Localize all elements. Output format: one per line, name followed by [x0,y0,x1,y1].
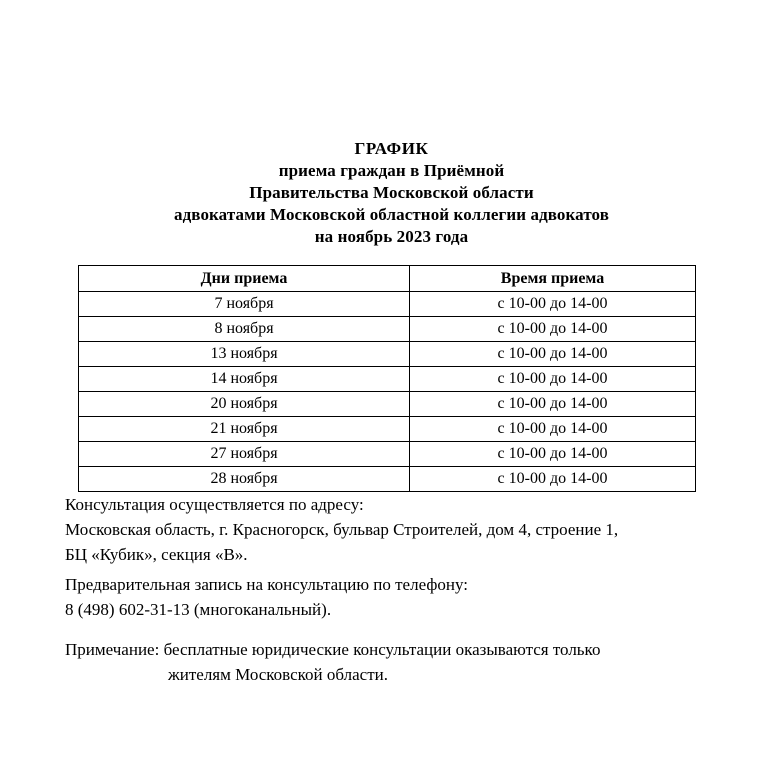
schedule-table [78,265,696,492]
document-subtitle-line-3: адвокатами Московской областной коллегии адвокатов [173,205,610,224]
cell-day: 8 ноября [79,317,410,342]
note-line-1: Примечание: бесплатные юридические консультации оказываются только [65,640,601,659]
document-subtitle-line-4: на ноябрь 2023 года [314,227,469,246]
cell-hours: с 10-00 до 14-00 [410,392,696,417]
cell-day: 21 ноября [79,417,410,442]
document-heading: ГРАФИК [354,139,429,158]
phone-number: 8 (498) 602-31-13 (многоканальный). [65,600,332,619]
cell-day: 7 ноября [79,292,410,317]
document-subtitle-line-1: приема граждан в Приёмной [278,161,505,180]
table-row [79,367,696,392]
cell-day: 14 ноября [79,367,410,392]
table-row [79,417,696,442]
note-block [65,637,745,687]
cell-hours: с 10-00 до 14-00 [410,342,696,367]
table-header-row [79,266,696,292]
cell-hours: с 10-00 до 14-00 [410,442,696,467]
document-subtitle-line-2: Правительства Московской области [249,183,534,202]
cell-hours: с 10-00 до 14-00 [410,317,696,342]
column-header-hours: Время приема [410,266,696,292]
phone-block [65,572,745,622]
address-intro: Консультация осуществляется по адресу: [65,495,364,514]
cell-day: 20 ноября [79,392,410,417]
cell-day: 13 ноября [79,342,410,367]
cell-hours: с 10-00 до 14-00 [410,367,696,392]
note-line-2: жителям Московской области. [168,665,388,684]
table-row [79,342,696,367]
table-row [79,442,696,467]
table-row [79,467,696,492]
document-title-block [0,138,783,248]
table-row [79,292,696,317]
column-header-days: Дни приема [79,266,410,292]
cell-day: 27 ноября [79,442,410,467]
table-row [79,392,696,417]
cell-hours: с 10-00 до 14-00 [410,292,696,317]
phone-intro: Предварительная запись на консультацию по телефону: [65,575,468,594]
address-line-1: Московская область, г. Красногорск, бульвар Строителей, дом 4, строение 1, [65,520,619,539]
address-block [65,492,745,567]
cell-hours: с 10-00 до 14-00 [410,417,696,442]
table-row [79,317,696,342]
cell-day: 28 ноября [79,467,410,492]
address-line-2: БЦ «Кубик», секция «В». [65,545,248,564]
cell-hours: с 10-00 до 14-00 [410,467,696,492]
